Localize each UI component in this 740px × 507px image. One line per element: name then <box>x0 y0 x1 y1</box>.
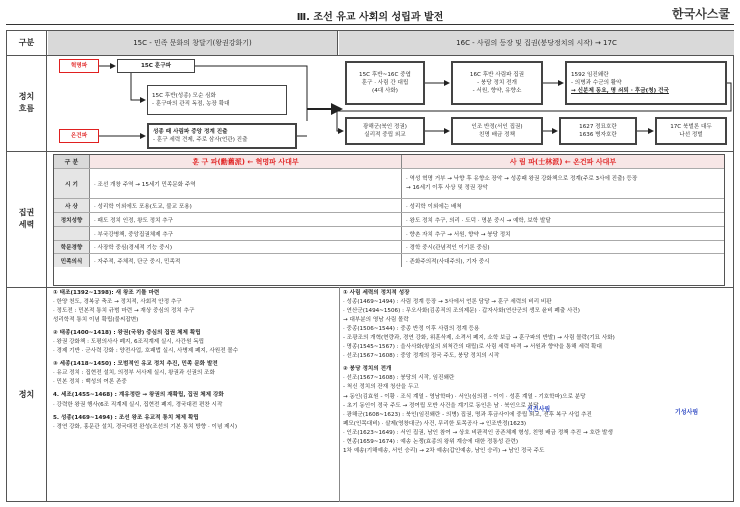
late-15c-line1: 15C 후반(성종) 모순 심화 <box>152 92 216 99</box>
section-heading: ② 붕당 정치의 전개 <box>343 366 392 373</box>
sarim-rule-line1: 16C 후반 사림파 집권 <box>469 71 525 78</box>
row-label: 민족의식 <box>54 254 90 267</box>
text-line: · 경연 강화, 홍문관 설치, 경국대전 완성(조선의 기본 통치 방향 · 이념 제시) <box>53 423 238 430</box>
row-divider <box>7 287 733 288</box>
text-line: 성리학적 통치 이념 확립(불씨잡변) <box>53 317 139 324</box>
revolutionary-faction-box: 혁명파 <box>59 59 99 73</box>
row-label: 시 기 <box>54 169 90 198</box>
label-gubun: 구분 <box>7 31 47 55</box>
hungu-cell: · 자주적, 주체적, 단군 중시, 민족적 <box>90 254 402 267</box>
moderate-faction-box: 온건파 <box>59 129 99 143</box>
imjin-line3: → 신분제 동요, 명 쇠퇴 · 후금(청) 건국 <box>571 88 669 95</box>
text-line: · 유교 정치 : 집현전 설치, 의정부 서사제 실시, 왕권과 신권의 조화 <box>53 370 215 377</box>
comparison-row <box>54 169 724 199</box>
text-line: · 강력한 왕권 행사(6조 직계제 실시, 집현전 폐지, 경국대전 편찬 시작 <box>53 401 223 408</box>
bukbeol-line1: 17C 북벌론 대두 <box>670 123 712 130</box>
page-title: Ⅲ. 조선 유교 사회의 성립과 발전 <box>296 12 444 23</box>
sinjin-sarim-note: 신진사림 <box>527 406 551 413</box>
politics-right-column <box>343 289 733 456</box>
text-line: · 명종(1545~1567) : 을사사화(왕실의 외척간의 대립)로 사림 세력 타격 → 서원과 향약을 통해 세력 확대 <box>343 344 602 351</box>
imjin-line1: 1592 임진왜란 <box>571 71 609 78</box>
bukbeol-box <box>655 117 727 145</box>
section-heading: ① 태조(1392~1398): 새 왕조 기틀 마련 <box>53 290 160 296</box>
text-line: - 조광조의 개혁(현량과, 경연 강화, 위훈삭제, 소격서 폐지, 소학 보급 → 훈구파의 반발) → 사림 몰락(기묘 사화) <box>343 335 615 342</box>
giseong-sarim-note: 기성사림 <box>675 409 699 416</box>
row-label: 구 분 <box>54 155 90 168</box>
sarim-rule-box <box>451 61 543 105</box>
text-line: · 연산군(1494~1506) : 무오사화(김종직의 조의제문) · 갑자사화(연산군의 생모 윤비 폐출 사건) <box>343 308 580 315</box>
row-label: 사 상 <box>54 199 90 212</box>
arrow-to-late15c <box>131 73 145 100</box>
section-heading: 5. 성종(1469~1494) : 조선 왕조 유교적 통치 체제 확립 <box>53 414 199 421</box>
horan-line2: 1636 병자호란 <box>579 132 617 138</box>
text-line: · 민본 정치 : 백성의 여론 존중 <box>53 379 127 386</box>
text-line: · 경제 기반 · 군사력 강화 : 양전사업, 호패법 실시, 사병제 폐지, 사원전 몰수 <box>53 348 239 355</box>
text-line: - 척신 정치의 잔재 청산을 두고 <box>343 384 419 391</box>
text-line: → 동인(김효원 - 이황 · 조식 계열 - 영남학파) · 서인(심의겸 - 이이 · 성혼 계열 - 기호학파)으로 분당 <box>343 393 586 400</box>
sarim-cell: · 경학 중시(관념적인 이기론 중심) <box>406 245 490 251</box>
text-line: · 선조(1567~1608) : 중앙 정계의 정국 주도, 붕당 정치의 시작 <box>343 353 500 360</box>
section-heading: ① 사림 세력의 정치적 성장 <box>343 290 410 296</box>
comparison-row <box>54 213 724 227</box>
row-divider <box>7 151 733 152</box>
section-heading: ③ 세종(1418~1450) : 모범적인 유교 정치 추진, 민족 문화 발전 <box>53 361 218 368</box>
label-ruling: 집권 세력 <box>7 151 47 287</box>
row-label: 정치성향 <box>54 213 90 226</box>
header-15c: 15C - 민족 문화의 창달기(왕권강화기) <box>48 31 338 55</box>
comparison-row <box>54 199 724 213</box>
imjin-war-box <box>565 61 727 105</box>
text-line: · 한양 천도, 경복궁 축조 → 정치적, 사회적 안정 추구 <box>53 299 182 306</box>
hungu-cell: · 사장학 중심(경세적 기능 중시) <box>90 241 402 253</box>
hungu-cell: · 패도 정치 인정, 왕도 정치 추구 <box>90 213 402 226</box>
horan-line1: 1627 정묘호란 <box>579 123 617 130</box>
politics-left-column <box>53 289 335 432</box>
text-line: · 성종(1469~1494) : 사림 정계 등장 → 3사에서 언론 담당 → 훈구 세력의 비리 비판 <box>343 299 552 306</box>
row-divider <box>7 55 733 56</box>
section-heading: 4. 세조(1455~1468) : 계유정란 → 왕권의 재확립, 집권 체제 강화 <box>53 392 224 399</box>
title-bar <box>6 4 734 26</box>
comparison-row <box>54 241 724 254</box>
imjin-line2: - 의병과 수군의 활약 <box>571 79 622 86</box>
row-label: 학문경향 <box>54 241 90 253</box>
faction-comparison-table <box>53 154 725 286</box>
politics-divider <box>339 287 340 502</box>
sarim-line2: - 훈구 세력 견제, 주로 삼사(언관) 진출 <box>153 137 248 143</box>
brand-logo: 한국사스쿨 <box>672 7 730 21</box>
sarim-cell: · 향촌 자치 추구 → 서원, 향약 → 붕당 정치 <box>406 231 511 238</box>
late-15c-line2: - 훈구파의 관직 독점, 농장 확대 <box>152 101 230 107</box>
gwanghaegun-line1: 광해군(북인 정권) <box>363 123 407 130</box>
late-15c-box <box>147 85 287 115</box>
text-line: · 중종(1506~1544) : 중종 반정 이후 사림의 정계 등용 <box>343 326 480 333</box>
hungu-15c-box: 15C 훈구파 <box>117 59 195 73</box>
injo-line1: 인조 반정(서인 집권) <box>471 123 523 130</box>
text-line: · 인조(1623~1649) : 서인 집권, 남인 참여 → 상호 비판적인 공존체제 형성, 친명 배금 정책 추진 → 호란 발생 <box>343 429 613 436</box>
comparison-header-row <box>54 155 724 169</box>
sarim-cell: · 역성 혁명 거부 → 낙향 후 유향소 장악 → 성종때 왕권 강화책으로 정계(주로 3사에 진출) 등장 → 16세기 이후 사상 및 정권 장악 <box>406 175 638 191</box>
hungu-cell: · 부국강병책, 중앙집권체제 추구 <box>90 227 402 240</box>
text-line: 폐모(인목대비) · 살제(영창대군) 사건, 무리한 토목공사 → 인조반정(1623) <box>343 420 527 427</box>
sarim-cell: 사 림 파(士林派) ← 온건파 사대부 <box>402 155 724 168</box>
sarim-entry-box <box>147 123 297 149</box>
sahwa-line1: 15C 후반~16C 중엽 <box>359 71 411 78</box>
injo-line2: 친명 배금 정책 <box>479 132 515 138</box>
text-line: · 광해군(1608~1623) : 북인(임진왜란 - 의병) 집권, 명과 후금사이에 중립 외교, 전후 복구 사업 추진 <box>343 411 592 418</box>
label-politics: 정치 <box>7 287 47 502</box>
section-heading: ② 태종(1400~1418) : 왕권(국왕) 중심의 집권 체제 확립 <box>53 330 201 337</box>
text-line: 1차 예송(기해예송, 서인 승리) → 2차 예송(갑인예송, 남인 승리) → 남인 정국 주도 <box>343 447 545 454</box>
sarim-line1: 성종 때 사림파 중앙 정계 진출 <box>153 128 228 135</box>
text-line: · 현종(1659~1674) : 예송 논쟁(효종의 왕위 계승에 대한 정통성 관련) <box>343 438 519 445</box>
sahwa-box <box>345 61 425 105</box>
horan-box <box>559 117 637 145</box>
hungu-cell: 훈 구 파(勳舊派) ← 혁명파 사대부 <box>90 155 402 168</box>
injo-restoration-box <box>451 117 543 145</box>
main-table <box>6 30 734 502</box>
title-rule <box>6 24 734 25</box>
sarim-cell: · 성리학 이외에는 배척 <box>406 203 462 210</box>
text-line: · 정도전 : 민본적 통치 규범 마련 → 재상 중심의 정치 추구 <box>53 308 195 315</box>
comparison-row <box>54 227 724 241</box>
sarim-cell: · 존화주의적(사대주의), 기자 중시 <box>406 258 490 265</box>
sarim-cell: · 왕도 정치 추구, 의리 · 도덕 · 명분 중시 → 예학, 보학 발달 <box>406 217 551 224</box>
label-flow: 정치 흐름 <box>7 55 47 151</box>
row-label <box>54 227 90 240</box>
text-line: - 초기 동인이 정국 주도 → 정여립 모반 사건을 계기로 동인은 남 · 북인으로 분당 <box>343 402 539 409</box>
comparison-row <box>54 254 724 267</box>
header-16c: 16C - 사림의 등장 및 집권(붕당정치의 시작) → 17C <box>339 31 734 55</box>
text-line: · 선조(1567~1608) : 붕당의 시작, 임진왜란 <box>343 375 455 382</box>
sahwa-line2: 훈구 · 사림 간 대립 <box>361 79 409 86</box>
hungu-cell: · 성리학 이외에도 포용(도교, 불교 포용) <box>90 199 402 212</box>
text-line: → 대부분의 영남 사림 몰락 <box>343 317 409 324</box>
gwanghaegun-box <box>345 117 425 145</box>
bukbeol-line2: 나선 정벌 <box>679 132 703 138</box>
sarim-rule-line2: - 붕당 정치 전개 <box>477 79 517 86</box>
sarim-rule-line3: - 서원, 향약, 유향소 <box>472 88 522 95</box>
sahwa-line3: (4대 사화) <box>372 88 398 95</box>
hungu-cell: · 조선 개창 주역 → 15세기 민족문화 주역 <box>90 169 402 198</box>
gwanghaegun-line2: 실리적 중립 외교 <box>364 132 406 138</box>
text-line: · 왕권 강화책 : 도평의사사 폐지, 6조직계제 실시, 사간원 독립 <box>53 339 205 346</box>
